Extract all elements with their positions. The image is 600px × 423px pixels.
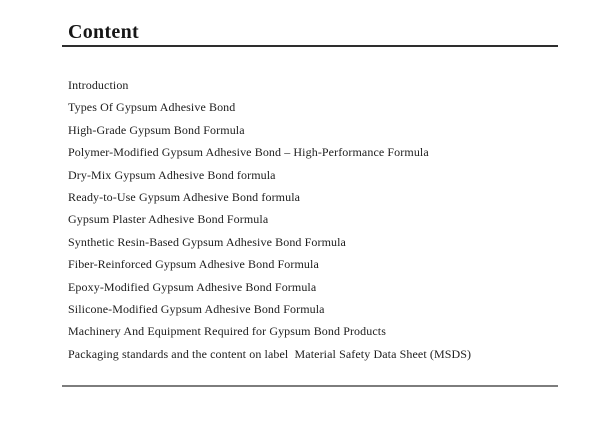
- toc-item: Fiber-Reinforced Gypsum Adhesive Bond Formula: [68, 257, 319, 272]
- toc-item: Machinery And Equipment Required for Gypsum Bond Products: [68, 324, 386, 339]
- page-title: Content: [68, 21, 139, 43]
- toc-item: Synthetic Resin-Based Gypsum Adhesive Bond Formula: [68, 234, 346, 249]
- toc-item: Ready-to-Use Gypsum Adhesive Bond formula: [68, 190, 301, 205]
- toc-item: Silicone-Modified Gypsum Adhesive Bond Formula: [68, 302, 325, 317]
- toc-item: Introduction: [68, 78, 129, 92]
- toc-item: High-Grade Gypsum Bond Formula: [68, 122, 245, 137]
- toc-item: Polymer-Modified Gypsum Adhesive Bond – High-Performance Formula: [68, 145, 429, 160]
- toc-item: Types Of Gypsum Adhesive Bond: [68, 100, 236, 115]
- title-rule: [62, 45, 558, 47]
- footer-rule: [62, 385, 558, 387]
- toc-item: Packaging standards and the content on label Material Safety Data Sheet (MSDS): [68, 346, 472, 361]
- toc-item: Dry-Mix Gypsum Adhesive Bond formula: [68, 167, 276, 182]
- toc-item: Gypsum Plaster Adhesive Bond Formula: [68, 212, 269, 227]
- toc-item: Epoxy-Modified Gypsum Adhesive Bond Formula: [68, 279, 317, 294]
- table-of-contents: [68, 74, 568, 365]
